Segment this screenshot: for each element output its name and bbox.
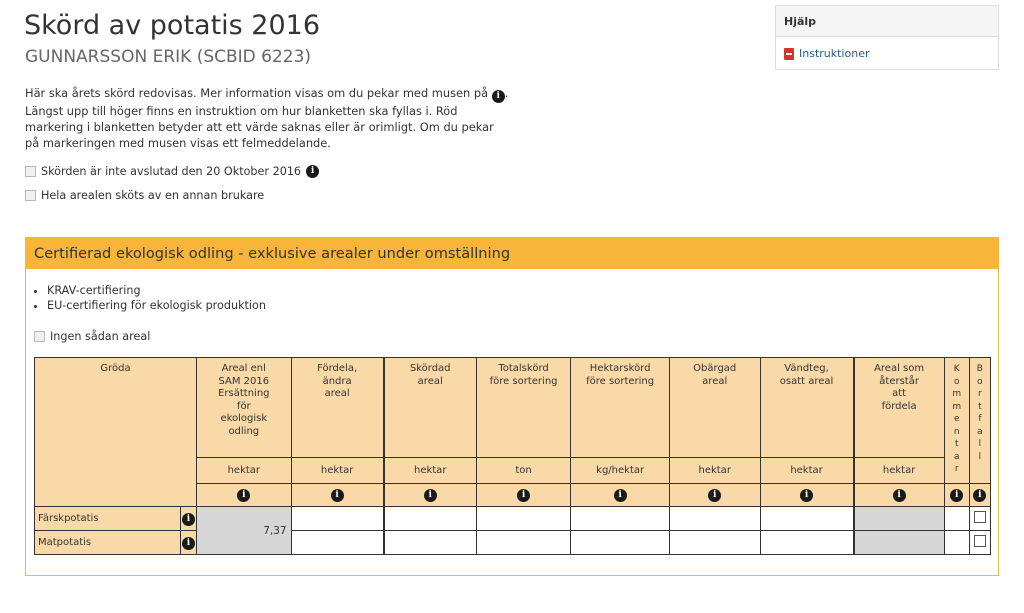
table-row: [35, 507, 991, 531]
column-header-line: Fördela,: [317, 363, 358, 374]
vertical-header-letter: o: [977, 376, 983, 387]
sam-area-value: 7,37: [197, 507, 292, 555]
redistribute-area-input[interactable]: [291, 531, 384, 555]
other-user-row: [25, 189, 264, 202]
column-header-line: för: [236, 400, 251, 412]
comment-input[interactable]: [944, 507, 969, 531]
info-icon[interactable]: i: [708, 489, 721, 502]
vertical-header-letter: e: [953, 414, 960, 424]
info-icon[interactable]: i: [331, 489, 344, 502]
other-user-label: Hela arealen sköts av en annan brukare: [41, 189, 265, 202]
page-subtitle: GUNNARSSON ERIK (SCBID 6223): [25, 47, 312, 67]
comment-input[interactable]: [944, 531, 969, 555]
unit-label: ton: [476, 458, 571, 484]
instructions-link-label[interactable]: Instruktioner: [799, 47, 870, 60]
unit-label: hektar: [291, 458, 384, 484]
crop-label-farskpotatis: Färskpotatis: [35, 507, 181, 531]
comment-header: [944, 358, 969, 484]
info-icon[interactable]: i: [237, 489, 250, 502]
vertical-header-letter: a: [953, 451, 960, 462]
headland-area-input[interactable]: [760, 531, 854, 555]
column-header: [291, 358, 384, 458]
column-header-line: Areal enl: [221, 363, 266, 374]
column-header-line: återstår: [879, 375, 919, 387]
info-icon[interactable]: i: [950, 489, 963, 502]
section-title: Certifierad ekologisk odling - exklusive arealer under omställning: [26, 238, 998, 269]
intro-text: [25, 85, 510, 151]
column-header-line: areal: [324, 388, 350, 399]
intro-text-start: Här ska årets skörd redovisas. Mer information visas om du pekar med musen på: [25, 86, 489, 100]
harvested-area-input[interactable]: [384, 507, 477, 531]
vertical-header-letter: n: [953, 426, 960, 437]
table-row: [35, 531, 991, 555]
unit-label: hektar: [384, 458, 477, 484]
column-header: [476, 358, 571, 458]
yield-per-hectare-input[interactable]: [571, 507, 670, 531]
column-header-line: ändra: [322, 375, 352, 387]
harvest-table: [34, 357, 991, 555]
column-header-line: areal: [702, 375, 728, 387]
column-header: [197, 358, 292, 458]
vertical-header-letter: l: [978, 451, 982, 462]
unharvested-area-input[interactable]: [669, 531, 760, 555]
column-header: [384, 358, 477, 458]
total-yield-input[interactable]: [476, 531, 571, 555]
column-header-line: Obärgad: [693, 363, 737, 374]
info-icon[interactable]: i: [306, 165, 319, 178]
no-area-checkbox[interactable]: [34, 331, 45, 342]
vertical-header-letter: l: [978, 439, 982, 449]
column-header-line: Totalskörd: [498, 363, 549, 374]
yield-per-hectare-input[interactable]: [571, 531, 670, 555]
vertical-header-letter: o: [953, 376, 960, 387]
column-header-line: Skördad: [409, 363, 451, 374]
column-header-line: före sortering: [489, 375, 558, 387]
column-header: [760, 358, 854, 458]
column-header-line: Vändteg,: [784, 363, 829, 374]
list-item: • EU-certifiering för ekologisk produktion: [47, 298, 266, 313]
column-header: [669, 358, 760, 458]
info-icon[interactable]: i: [800, 489, 813, 502]
info-icon[interactable]: i: [893, 489, 906, 502]
info-icon[interactable]: i: [424, 489, 437, 502]
help-title: Hjälp: [776, 6, 998, 37]
vertical-header-letter: K: [953, 364, 960, 374]
column-header-line: före sortering: [586, 375, 655, 387]
unit-label: hektar: [760, 458, 854, 484]
vertical-header-letter: a: [977, 426, 983, 437]
no-area-row: [34, 330, 150, 343]
info-icon[interactable]: i: [973, 489, 986, 502]
vertical-header-letter: r: [978, 389, 982, 399]
crop-header: Gröda: [35, 358, 197, 507]
harvested-area-input[interactable]: [384, 531, 477, 555]
unit-label: kg/hektar: [571, 458, 670, 484]
remaining-area-cell: [854, 507, 945, 531]
column-header-line: odling: [228, 425, 260, 437]
vertical-header-letter: m: [952, 389, 962, 399]
vertical-header-letter: B: [976, 364, 983, 374]
info-icon[interactable]: i: [182, 537, 195, 550]
vertical-header-letter: t: [978, 401, 982, 412]
harvest-not-done-label: Skörden är inte avslutad den 20 Oktober 2016: [41, 165, 302, 178]
organic-cultivation-section: [25, 237, 999, 576]
dropout-header: [969, 358, 990, 484]
certification-list: [34, 283, 266, 313]
info-icon[interactable]: i: [492, 90, 505, 103]
dropout-checkbox[interactable]: [974, 535, 986, 547]
column-header-line: SAM 2016: [218, 375, 270, 387]
column-header-line: Hektarskörd: [589, 363, 651, 374]
headland-area-input[interactable]: [760, 507, 854, 531]
redistribute-area-input[interactable]: [291, 507, 384, 531]
column-header-line: Ersättning: [218, 388, 270, 399]
crop-label-matpotatis: Matpotatis: [35, 531, 181, 555]
info-icon[interactable]: i: [614, 489, 627, 502]
unit-label: hektar: [854, 458, 945, 484]
total-yield-input[interactable]: [476, 507, 571, 531]
no-area-label: Ingen sådan areal: [50, 330, 151, 343]
remaining-area-cell: [854, 531, 945, 555]
vertical-header-letter: r: [954, 464, 959, 474]
unharvested-area-input[interactable]: [669, 507, 760, 531]
vertical-header-letter: f: [978, 414, 982, 424]
page-title: Skörd av potatis 2016: [24, 10, 321, 41]
help-panel: [775, 5, 999, 70]
intro-text-rest: . Längst upp till höger finns en instruktion om hur blanketten ska fyllas i. Röd markering i blanketten betyder att ett värde saknas eller är orimligt. Om du pekar på markeringen med musen visas ett felmeddelande.: [25, 86, 509, 150]
info-icon[interactable]: i: [517, 489, 530, 502]
column-header: [854, 358, 945, 458]
dropout-checkbox[interactable]: [974, 511, 986, 523]
info-icon[interactable]: i: [182, 513, 195, 526]
vertical-header-letter: m: [952, 401, 962, 412]
column-header: [571, 358, 670, 458]
column-header-line: areal: [417, 375, 443, 387]
vertical-header-letter: t: [954, 439, 959, 449]
column-header-line: att: [892, 388, 907, 399]
pdf-icon: [784, 48, 794, 60]
column-header-line: Areal som: [874, 363, 925, 374]
harvest-not-done-checkbox[interactable]: [25, 166, 36, 177]
other-user-checkbox[interactable]: [25, 190, 36, 201]
unit-label: hektar: [197, 458, 292, 484]
harvest-not-done-row: [25, 165, 319, 178]
list-item: • KRAV-certifiering: [47, 283, 266, 298]
column-header-line: osatt areal: [779, 375, 834, 387]
column-header-line: ekologisk: [220, 413, 268, 424]
instructions-link[interactable]: [776, 37, 998, 70]
column-header-line: fördela: [881, 400, 917, 412]
unit-label: hektar: [669, 458, 760, 484]
